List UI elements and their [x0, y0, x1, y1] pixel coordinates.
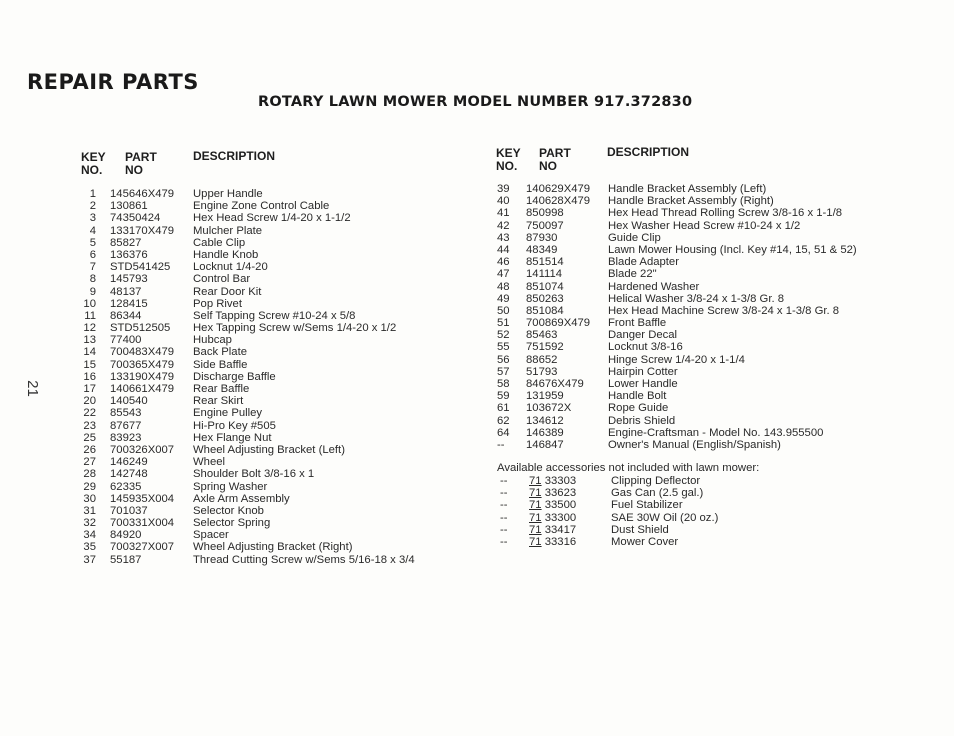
part-number: 85543 — [110, 407, 142, 420]
key-number: 7 — [89, 261, 96, 274]
part-description: Lower Handle — [608, 378, 678, 390]
key-number: 37 — [83, 553, 96, 566]
table-row — [0, 420, 480, 432]
table-row — [497, 195, 947, 207]
key-header-line1: KEY — [81, 150, 106, 164]
part-number: 140540 — [110, 395, 148, 408]
key-number: 13 — [83, 334, 96, 347]
key-number: 15 — [83, 358, 96, 371]
part-description: Locknut 3/8-16 — [608, 341, 683, 354]
table-row — [497, 232, 947, 244]
page-title: REPAIR PARTS — [27, 70, 199, 94]
part-description: Hinge Screw 1/4-20 x 1-1/4 — [608, 353, 745, 366]
part-number: 48349 — [526, 243, 558, 256]
part-number: 851074 — [526, 280, 564, 293]
key-number: 34 — [83, 529, 96, 542]
table-row — [0, 298, 480, 310]
part-number: 103672X — [526, 402, 572, 415]
key-number: 4 — [89, 224, 96, 237]
part-description: Selector Spring — [193, 517, 271, 530]
part-number: 134612 — [526, 414, 564, 427]
part-number: 146249 — [110, 456, 148, 469]
part-number: 145646X479 — [110, 188, 175, 200]
part-number: 700365X479 — [110, 358, 175, 371]
page-number: 21 — [23, 380, 41, 397]
key-number: 55 — [497, 341, 510, 354]
key-header-line2: NO. — [81, 163, 103, 177]
table-row — [497, 390, 947, 402]
part-description: Guide Clip — [608, 231, 661, 244]
table-row — [500, 499, 950, 511]
key-number: 44 — [497, 243, 510, 256]
table-row — [497, 293, 947, 305]
key-number: 28 — [83, 468, 96, 481]
part-description: Wheel — [193, 456, 226, 469]
key-number: 17 — [83, 383, 96, 395]
key-number: -- — [500, 535, 508, 548]
part-prefix: 71 — [529, 475, 542, 487]
part-number-suffix: 33316 — [544, 535, 577, 548]
part-number: 55187 — [110, 553, 142, 566]
table-row — [0, 517, 480, 529]
table-row — [500, 512, 950, 524]
part-description: Rear Baffle — [193, 383, 250, 395]
part-description: Self Tapping Screw #10-24 x 5/8 — [193, 309, 356, 322]
part-number: 751592 — [526, 341, 564, 354]
key-number: 42 — [497, 219, 510, 232]
part-number: 131959 — [526, 390, 564, 403]
part-number-suffix: 33623 — [544, 487, 577, 500]
key-number: 40 — [497, 195, 510, 208]
right-parts-list — [497, 183, 947, 451]
table-row — [0, 554, 480, 566]
key-number: 61 — [497, 402, 510, 415]
part-description: Rear Door Kit — [193, 285, 262, 298]
key-number: 22 — [83, 407, 96, 420]
part-description: Shoulder Bolt 3/8-16 x 1 — [193, 468, 315, 481]
part-prefix: 71 — [529, 487, 542, 500]
part-description: Wheel Adjusting Bracket (Left) — [193, 443, 345, 456]
part-description: Mower Cover — [611, 535, 679, 548]
part-number: 146847 — [526, 438, 564, 451]
key-number: 26 — [83, 443, 96, 456]
key-number: 30 — [83, 492, 96, 505]
part-number: 701037 — [110, 504, 148, 517]
key-number: 9 — [89, 285, 96, 298]
table-row — [0, 371, 480, 383]
part-number-suffix: 33417 — [544, 523, 577, 536]
part-description: Hex Washer Head Screw #10-24 x 1/2 — [608, 219, 801, 232]
part-description: Blade 22" — [608, 268, 657, 281]
table-row — [0, 273, 480, 285]
part-number: 88652 — [526, 353, 558, 366]
key-number: 2 — [89, 200, 96, 213]
key-number: -- — [500, 475, 508, 487]
key-number: 62 — [497, 414, 510, 427]
part-description: Back Plate — [193, 346, 248, 359]
part-description: Hex Head Thread Rolling Screw 3/8-16 x 1-1/8 — [608, 207, 843, 220]
part-description: Dust Shield — [611, 523, 669, 536]
key-number: 51 — [497, 317, 510, 330]
part-number: 850998 — [526, 207, 564, 220]
table-row — [497, 415, 947, 427]
table-row — [500, 475, 950, 487]
table-row — [497, 366, 947, 378]
part-description: Engine Zone Control Cable — [193, 200, 330, 213]
part-description: Handle Bracket Assembly (Left) — [608, 183, 767, 195]
part-description: Helical Washer 3/8-24 x 1-3/8 Gr. 8 — [608, 292, 785, 305]
part-number-suffix: 33303 — [544, 475, 577, 487]
part-number: 140628X479 — [526, 195, 591, 208]
key-number: 52 — [497, 329, 510, 342]
part-prefix: 71 — [529, 535, 542, 548]
part-description: Handle Bracket Assembly (Right) — [608, 195, 774, 208]
part-description: Owner's Manual (English/Spanish) — [608, 438, 781, 451]
key-number: 8 — [89, 273, 96, 286]
table-row — [0, 200, 480, 212]
part-description: Rope Guide — [608, 402, 669, 415]
part-description: Cable Clip — [193, 236, 246, 249]
table-row — [0, 359, 480, 371]
key-number: 57 — [497, 365, 510, 378]
key-number: 59 — [497, 390, 510, 403]
table-row — [0, 541, 480, 553]
table-row — [497, 402, 947, 414]
key-number: 16 — [83, 370, 96, 383]
table-row — [497, 244, 947, 256]
key-header-line2: NO. — [496, 159, 518, 173]
key-number: 5 — [89, 236, 96, 249]
key-number: 27 — [83, 456, 96, 469]
part-number: 700326X007 — [110, 443, 175, 456]
accessories-note: Available accessories not included with lawn mower: — [497, 462, 760, 474]
part-number — [529, 524, 576, 536]
table-row — [497, 305, 947, 317]
part-description: Rear Skirt — [193, 395, 244, 408]
table-row — [497, 268, 947, 280]
part-description: Hex Tapping Screw w/Sems 1/4-20 x 1/2 — [193, 322, 397, 335]
key-number: -- — [500, 499, 508, 512]
part-number: STD541425 — [110, 261, 171, 274]
table-row — [0, 310, 480, 322]
table-row — [0, 225, 480, 237]
part-number: 87677 — [110, 419, 142, 432]
key-number: 47 — [497, 268, 510, 281]
right-part-header — [539, 147, 571, 173]
table-row — [0, 529, 480, 541]
part-description: Engine-Craftsman - Model No. 143.955500 — [608, 426, 824, 439]
part-number: 140629X479 — [526, 183, 591, 195]
table-row — [0, 493, 480, 505]
table-row — [0, 237, 480, 249]
left-key-header — [81, 151, 106, 177]
key-number: -- — [500, 487, 508, 500]
table-row — [0, 383, 480, 395]
key-number: 31 — [83, 504, 96, 517]
part-number: 84676X479 — [526, 378, 584, 390]
part-description: Wheel Adjusting Bracket (Right) — [193, 541, 353, 554]
part-number: 700327X007 — [110, 541, 175, 554]
key-number: 64 — [497, 426, 510, 439]
table-row — [0, 407, 480, 419]
part-description: Blade Adapter — [608, 256, 679, 269]
part-number: 750097 — [526, 219, 564, 232]
part-number: 84920 — [110, 529, 142, 542]
part-number: 700869X479 — [526, 317, 591, 330]
table-row — [0, 456, 480, 468]
key-number: 46 — [497, 256, 510, 269]
part-number: 133170X479 — [110, 224, 175, 237]
table-row — [497, 439, 947, 451]
key-number: 14 — [83, 346, 96, 359]
part-description: Discharge Baffle — [193, 370, 276, 383]
key-number: -- — [500, 511, 508, 524]
part-description: Control Bar — [193, 273, 251, 286]
part-description: Pop Rivet — [193, 297, 242, 310]
table-row — [0, 286, 480, 298]
part-description: Upper Handle — [193, 188, 263, 200]
part-number: STD512505 — [110, 322, 171, 335]
part-description: Thread Cutting Screw w/Sems 5/16-18 x 3/4 — [193, 553, 415, 566]
part-description: Side Baffle — [193, 358, 248, 371]
table-row — [0, 444, 480, 456]
key-number: -- — [497, 438, 505, 451]
key-number: 48 — [497, 280, 510, 293]
part-number: 700331X004 — [110, 517, 175, 530]
right-key-header — [496, 147, 521, 173]
part-number: 51793 — [526, 365, 558, 378]
part-number: 128415 — [110, 297, 148, 310]
page-subtitle: ROTARY LAWN MOWER MODEL NUMBER 917.372830 — [258, 94, 693, 110]
part-description: Axle Arm Assembly — [193, 492, 290, 505]
key-number: 58 — [497, 378, 510, 390]
table-row — [0, 432, 480, 444]
part-header-line2: NO — [539, 159, 557, 173]
part-number — [529, 536, 576, 548]
part-description: Spring Washer — [193, 480, 268, 493]
part-header-line2: NO — [125, 163, 143, 177]
part-description: Mulcher Plate — [193, 224, 263, 237]
accessories-list — [500, 475, 950, 548]
part-description: Hairpin Cotter — [608, 365, 678, 378]
part-number — [529, 499, 576, 511]
key-number: -- — [500, 523, 508, 536]
key-number: 12 — [83, 322, 96, 335]
part-number: 850263 — [526, 292, 564, 305]
table-row — [497, 317, 947, 329]
table-row — [0, 188, 480, 200]
part-description: Lawn Mower Housing (Incl. Key #14, 15, 51 & 52) — [608, 243, 857, 256]
table-row — [497, 220, 947, 232]
table-row — [497, 354, 947, 366]
part-description: Handle Knob — [193, 248, 259, 261]
part-number: 74350424 — [110, 212, 161, 225]
part-number: 87930 — [526, 231, 558, 244]
left-description-header: DESCRIPTION — [193, 149, 276, 163]
key-number: 41 — [497, 207, 510, 220]
part-number: 146389 — [526, 426, 564, 439]
table-row — [0, 395, 480, 407]
key-number: 20 — [83, 395, 96, 408]
part-description: Hubcap — [193, 334, 232, 347]
part-prefix: 71 — [529, 523, 542, 536]
part-number: 142748 — [110, 468, 148, 481]
part-header-line1: PART — [539, 146, 571, 160]
table-row — [500, 536, 950, 548]
part-description: Gas Can (2.5 gal.) — [611, 487, 704, 500]
part-description: Fuel Stabilizer — [611, 499, 683, 512]
table-row — [0, 261, 480, 273]
part-number: 133190X479 — [110, 370, 175, 383]
part-description: Selector Knob — [193, 504, 264, 517]
table-row — [0, 212, 480, 224]
part-number: 77400 — [110, 334, 142, 347]
table-row — [0, 249, 480, 261]
part-number: 130861 — [110, 200, 148, 213]
table-row — [500, 487, 950, 499]
part-description: Hex Head Screw 1/4-20 x 1-1/2 — [193, 212, 351, 225]
part-number — [529, 475, 576, 487]
part-number: 140661X479 — [110, 383, 175, 395]
part-prefix: 71 — [529, 511, 542, 524]
part-number: 85463 — [526, 329, 558, 342]
part-number — [529, 512, 576, 524]
table-row — [0, 481, 480, 493]
key-number: 49 — [497, 292, 510, 305]
part-description: Danger Decal — [608, 329, 678, 342]
key-number: 43 — [497, 231, 510, 244]
part-number: 700483X479 — [110, 346, 175, 359]
part-number: 48137 — [110, 285, 142, 298]
table-row — [0, 505, 480, 517]
part-number: 83923 — [110, 431, 142, 444]
key-number: 6 — [89, 248, 96, 261]
table-row — [497, 183, 947, 195]
key-number: 50 — [497, 304, 510, 317]
table-row — [0, 334, 480, 346]
part-description: SAE 30W Oil (20 oz.) — [611, 511, 719, 524]
left-parts-list — [0, 188, 480, 566]
key-header-line1: KEY — [496, 146, 521, 160]
right-description-header: DESCRIPTION — [607, 145, 690, 159]
part-number-suffix: 33300 — [544, 511, 577, 524]
part-header-line1: PART — [125, 150, 157, 164]
part-description: Spacer — [193, 529, 229, 542]
table-row — [497, 341, 947, 353]
part-number: 86344 — [110, 309, 142, 322]
table-row — [497, 378, 947, 390]
key-number: 25 — [83, 431, 96, 444]
part-description: Front Baffle — [608, 317, 667, 330]
part-number: 145793 — [110, 273, 148, 286]
key-number: 11 — [84, 309, 96, 322]
part-number: 145935X004 — [110, 492, 175, 505]
part-description: Hex Head Machine Screw 3/8-24 x 1-3/8 Gr. 8 — [608, 304, 840, 317]
key-number: 3 — [89, 212, 96, 225]
part-prefix: 71 — [529, 499, 542, 512]
left-part-header — [125, 151, 157, 177]
part-number — [529, 487, 576, 499]
key-number: 1 — [89, 188, 96, 200]
part-description: Hardened Washer — [608, 280, 700, 293]
part-description: Clipping Deflector — [611, 475, 701, 487]
part-description: Handle Bolt — [608, 390, 667, 403]
part-number: 85827 — [110, 236, 142, 249]
key-number: 29 — [83, 480, 96, 493]
table-row — [0, 322, 480, 334]
table-row — [0, 346, 480, 358]
table-row — [497, 207, 947, 219]
key-number: 39 — [497, 183, 510, 195]
table-row — [497, 281, 947, 293]
part-number: 62335 — [110, 480, 142, 493]
table-row — [497, 427, 947, 439]
part-number: 141114 — [526, 268, 563, 281]
key-number: 56 — [497, 353, 510, 366]
table-row — [0, 468, 480, 480]
part-description: Engine Pulley — [193, 407, 263, 420]
key-number: 32 — [83, 517, 96, 530]
part-number: 851084 — [526, 304, 564, 317]
part-number: 136376 — [110, 248, 148, 261]
part-description: Locknut 1/4-20 — [193, 261, 268, 274]
part-number: 851514 — [526, 256, 564, 269]
part-description: Hi-Pro Key #505 — [193, 419, 276, 432]
part-description: Hex Flange Nut — [193, 431, 272, 444]
part-description: Debris Shield — [608, 414, 676, 427]
part-number-suffix: 33500 — [544, 499, 577, 512]
key-number: 35 — [83, 541, 96, 554]
key-number: 23 — [83, 419, 96, 432]
table-row — [497, 329, 947, 341]
table-row — [500, 524, 950, 536]
key-number: 10 — [83, 297, 96, 310]
table-row — [497, 256, 947, 268]
